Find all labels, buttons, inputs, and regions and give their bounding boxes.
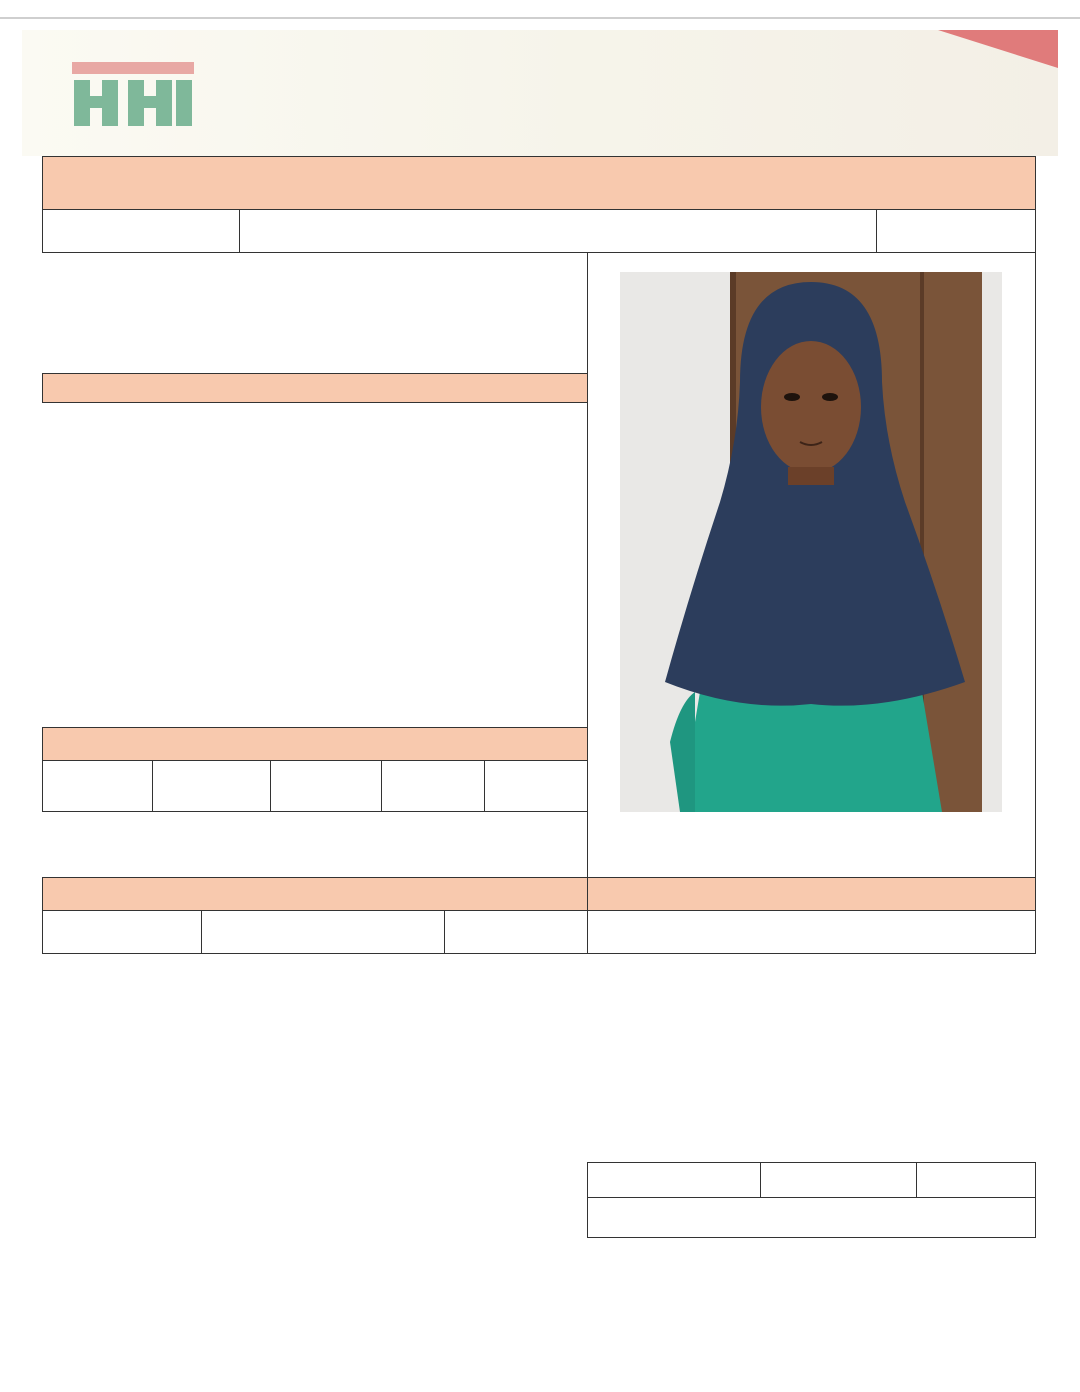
page-top-border [0, 17, 1080, 19]
languages-section-header [42, 727, 588, 761]
blank-bottom-cell [587, 1197, 1036, 1238]
applicant-photo [620, 272, 1002, 812]
applicant-name-label [42, 209, 240, 253]
lang-header-poor [152, 760, 271, 812]
prev-column-header-row [587, 910, 1036, 954]
applicant-name-value [239, 209, 877, 253]
work-value-arabic-cooking [201, 910, 445, 954]
previous-employment-header [587, 877, 1036, 911]
details-section-header [42, 373, 588, 403]
first-timer-value [760, 1162, 917, 1198]
work-label-arabic-cooking [42, 910, 202, 954]
form-title [42, 156, 1036, 210]
lang-header-little [270, 760, 382, 812]
company-logo-icon [72, 62, 194, 126]
first-timer-ar [916, 1162, 1036, 1198]
work-section-header [42, 877, 588, 911]
applicant-name-ar [876, 209, 1036, 253]
work-ar-arabic-cooking [444, 910, 588, 954]
languages-corner-cell [42, 760, 153, 812]
first-timer-label [587, 1162, 761, 1198]
lang-header-fair [381, 760, 485, 812]
banner-corner-accent [938, 30, 1058, 68]
lang-header-blank [484, 760, 588, 812]
